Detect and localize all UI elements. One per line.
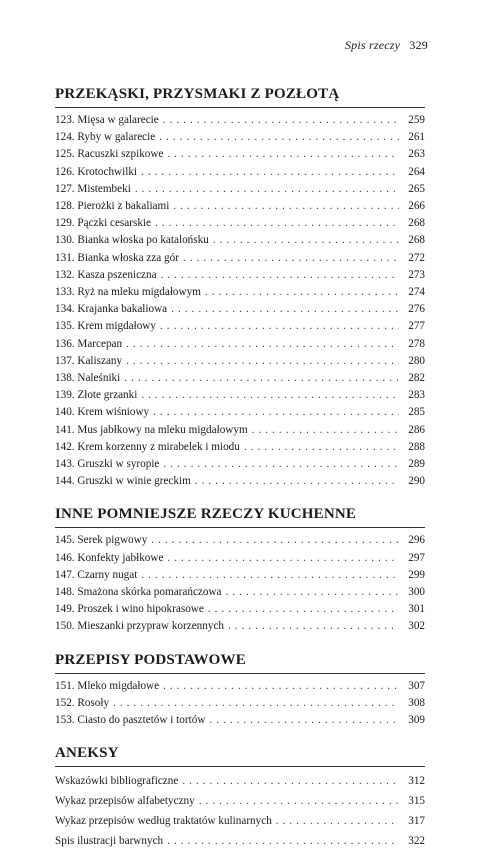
toc-entry[interactable] (55, 678, 425, 695)
dot-leader (113, 695, 399, 712)
entry-page: 289 (408, 458, 425, 471)
entry-title: 153. Ciasto do pasztetów i tortów (55, 714, 206, 727)
toc-entry[interactable] (55, 473, 425, 490)
entry-page: 296 (408, 534, 425, 547)
entry-title: 134. Krajanka bakaliowa (55, 303, 168, 316)
toc-entry[interactable] (55, 387, 425, 404)
entry-title: 140. Krem wiśniowy (55, 406, 150, 419)
entry-title: 143. Gruszki w syropie (55, 458, 160, 471)
dot-leader (153, 404, 399, 421)
entry-title: 142. Krem korzenny z mirabelek i miodu (55, 440, 240, 453)
toc-entry[interactable] (55, 250, 425, 267)
section-title: ANEKSY (55, 744, 425, 767)
toc-entry[interactable] (55, 146, 425, 163)
entry-title: 141. Mus jabłkowy na mleku migdałowym (55, 423, 248, 436)
dot-leader (141, 164, 399, 181)
toc-entry[interactable] (55, 771, 425, 791)
entry-title: 137. Kaliszany (55, 354, 123, 367)
toc-entry[interactable] (55, 550, 425, 567)
entry-title: 130. Bianka włoska po katalońsku (55, 234, 209, 247)
dot-leader (171, 301, 399, 318)
toc-entry[interactable] (55, 618, 425, 635)
entry-page: 308 (408, 696, 425, 709)
section-przepisy (55, 651, 425, 730)
dot-leader (276, 811, 399, 831)
toc-entry[interactable] (55, 301, 425, 318)
toc-entry[interactable] (55, 336, 425, 353)
dot-leader (126, 336, 399, 353)
entry-page: 312 (408, 775, 425, 788)
toc-entry[interactable] (55, 215, 425, 232)
entry-title: 135. Krem migdałowy (55, 320, 156, 333)
dot-leader (195, 473, 399, 490)
entry-page: 266 (408, 200, 425, 213)
dot-leader (163, 456, 399, 473)
toc-entry[interactable] (55, 712, 425, 729)
dot-leader (209, 712, 399, 729)
entry-page: 263 (408, 148, 425, 161)
entry-page: 309 (408, 714, 425, 727)
entry-title: 149. Proszek i wino hipokrasowe (55, 603, 204, 616)
toc-entry[interactable] (55, 422, 425, 439)
entry-page: 261 (408, 131, 425, 144)
entry-title: 124. Ryby w galarecie (55, 131, 156, 144)
entry-title: 131. Bianka włoska zza gór (55, 251, 179, 264)
toc-entry[interactable] (55, 791, 425, 811)
section-title: INNE POMNIEJSZE RZECZY KUCHENNE (55, 505, 425, 528)
entry-page: 285 (408, 406, 425, 419)
dot-leader (173, 198, 399, 215)
section-title: PRZEKĄSKI, PRZYSMAKI Z POZŁOTĄ (55, 85, 425, 108)
toc-entry[interactable] (55, 601, 425, 618)
entry-page: 264 (408, 165, 425, 178)
dot-leader (124, 370, 399, 387)
toc-entry[interactable] (55, 567, 425, 584)
dot-leader (141, 567, 399, 584)
table-of-contents (55, 85, 425, 851)
toc-entry[interactable] (55, 404, 425, 421)
entry-title: Wskazówki bibliograficzne (55, 775, 179, 788)
toc-entry[interactable] (55, 695, 425, 712)
entry-page: 286 (408, 423, 425, 436)
dot-leader (167, 146, 399, 163)
dot-leader (126, 353, 399, 370)
entry-page: 277 (408, 320, 425, 333)
dot-leader (205, 284, 399, 301)
entry-page: 268 (408, 217, 425, 230)
section-aneksy (55, 744, 425, 851)
toc-entry[interactable] (55, 584, 425, 601)
dot-leader (226, 584, 399, 601)
page-header (345, 38, 428, 53)
entry-title: 133. Ryż na mleku migdałowym (55, 286, 201, 299)
entry-title: 139. Złote grzanki (55, 389, 138, 402)
dot-leader (228, 618, 399, 635)
entry-page: 297 (408, 551, 425, 564)
toc-entry[interactable] (55, 353, 425, 370)
entry-title: Spis ilustracji barwnych (55, 835, 164, 848)
section-inne (55, 505, 425, 635)
entry-page: 300 (408, 586, 425, 599)
dot-leader (155, 215, 399, 232)
toc-entry[interactable] (55, 811, 425, 831)
toc-entry[interactable] (55, 267, 425, 284)
dot-leader (159, 129, 399, 146)
dot-leader (167, 831, 399, 851)
dot-leader (213, 232, 399, 249)
dot-leader (163, 112, 399, 129)
toc-entry[interactable] (55, 232, 425, 249)
entry-page: 317 (408, 815, 425, 828)
entry-page: 272 (408, 251, 425, 264)
section-przekaski (55, 85, 425, 490)
entry-title: 132. Kasza pszeniczna (55, 268, 157, 281)
toc-entry[interactable] (55, 181, 425, 198)
entry-page: 276 (408, 303, 425, 316)
entry-title: 123. Mięsa w galarecie (55, 114, 159, 126)
entry-page: 301 (408, 603, 425, 616)
entry-title: 151. Mleko migdałowe (55, 679, 160, 692)
entry-title: 144. Gruszki w winie greckim (55, 475, 191, 488)
entry-title: 136. Marcepan (55, 337, 123, 350)
toc-entry[interactable] (55, 532, 425, 549)
toc-entry[interactable] (55, 370, 425, 387)
entry-title: Wykaz przepisów według traktatów kulinarnych (55, 815, 272, 828)
entry-title: 147. Czarny nugat (55, 568, 138, 581)
entry-page: 307 (408, 679, 425, 692)
entry-list (55, 108, 425, 490)
entry-list (55, 767, 425, 851)
page-number: 329 (409, 38, 428, 52)
toc-entry[interactable] (55, 439, 425, 456)
toc-entry[interactable] (55, 318, 425, 335)
entry-page: 268 (408, 234, 425, 247)
dot-leader (252, 422, 399, 439)
entry-title: Wykaz przepisów alfabetyczny (55, 795, 195, 808)
entry-title: 145. Serek pigwowy (55, 534, 148, 547)
dot-leader (151, 532, 399, 549)
dot-leader (183, 250, 399, 267)
entry-title: 150. Mieszanki przypraw korzennych (55, 620, 224, 633)
entry-title: 127. Mistembeki (55, 182, 131, 195)
entry-list (55, 674, 425, 730)
dot-leader (161, 267, 399, 284)
entry-page: 290 (408, 475, 425, 488)
toc-entry[interactable] (55, 831, 425, 851)
entry-page: 274 (408, 286, 425, 299)
dot-leader (141, 387, 399, 404)
entry-list (55, 528, 425, 635)
entry-title: 148. Smażona skórka pomarańczowa (55, 586, 222, 599)
entry-title: 152. Rosoły (55, 696, 110, 709)
dot-leader (167, 550, 399, 567)
dot-leader (199, 791, 399, 811)
dot-leader (182, 771, 399, 791)
entry-page: 302 (408, 620, 425, 633)
entry-page: 278 (408, 337, 425, 350)
toc-entry[interactable] (55, 456, 425, 473)
entry-title: 128. Pierożki z bakaliami (55, 200, 170, 213)
dot-leader (160, 318, 399, 335)
entry-page: 299 (408, 568, 425, 581)
toc-entry[interactable] (55, 164, 425, 181)
entry-title: 129. Pączki cesarskie (55, 217, 151, 230)
toc-entry[interactable] (55, 112, 425, 129)
entry-title: 126. Krotochwilki (55, 165, 138, 178)
entry-page: 273 (408, 268, 425, 281)
entry-page: 282 (408, 372, 425, 385)
section-title: PRZEPISY PODSTAWOWE (55, 651, 425, 674)
toc-entry[interactable] (55, 284, 425, 301)
dot-leader (208, 601, 399, 618)
entry-page: 322 (408, 835, 425, 848)
entry-page: 283 (408, 389, 425, 402)
dot-leader (244, 439, 399, 456)
running-title: Spis rzeczy (344, 38, 401, 52)
toc-entry[interactable] (55, 129, 425, 146)
dot-leader (135, 181, 399, 198)
entry-title: 146. Konfekty jabłkowe (55, 551, 164, 564)
toc-entry[interactable] (55, 198, 425, 215)
dot-leader (163, 678, 399, 695)
entry-page: 280 (408, 354, 425, 367)
entry-page: 315 (408, 795, 425, 808)
entry-page: 288 (408, 440, 425, 453)
entry-title: 138. Naleśniki (55, 372, 121, 385)
entry-title: 125. Racuszki szpikowe (55, 148, 164, 161)
entry-page: 265 (408, 182, 425, 195)
entry-page: 259 (408, 114, 425, 126)
